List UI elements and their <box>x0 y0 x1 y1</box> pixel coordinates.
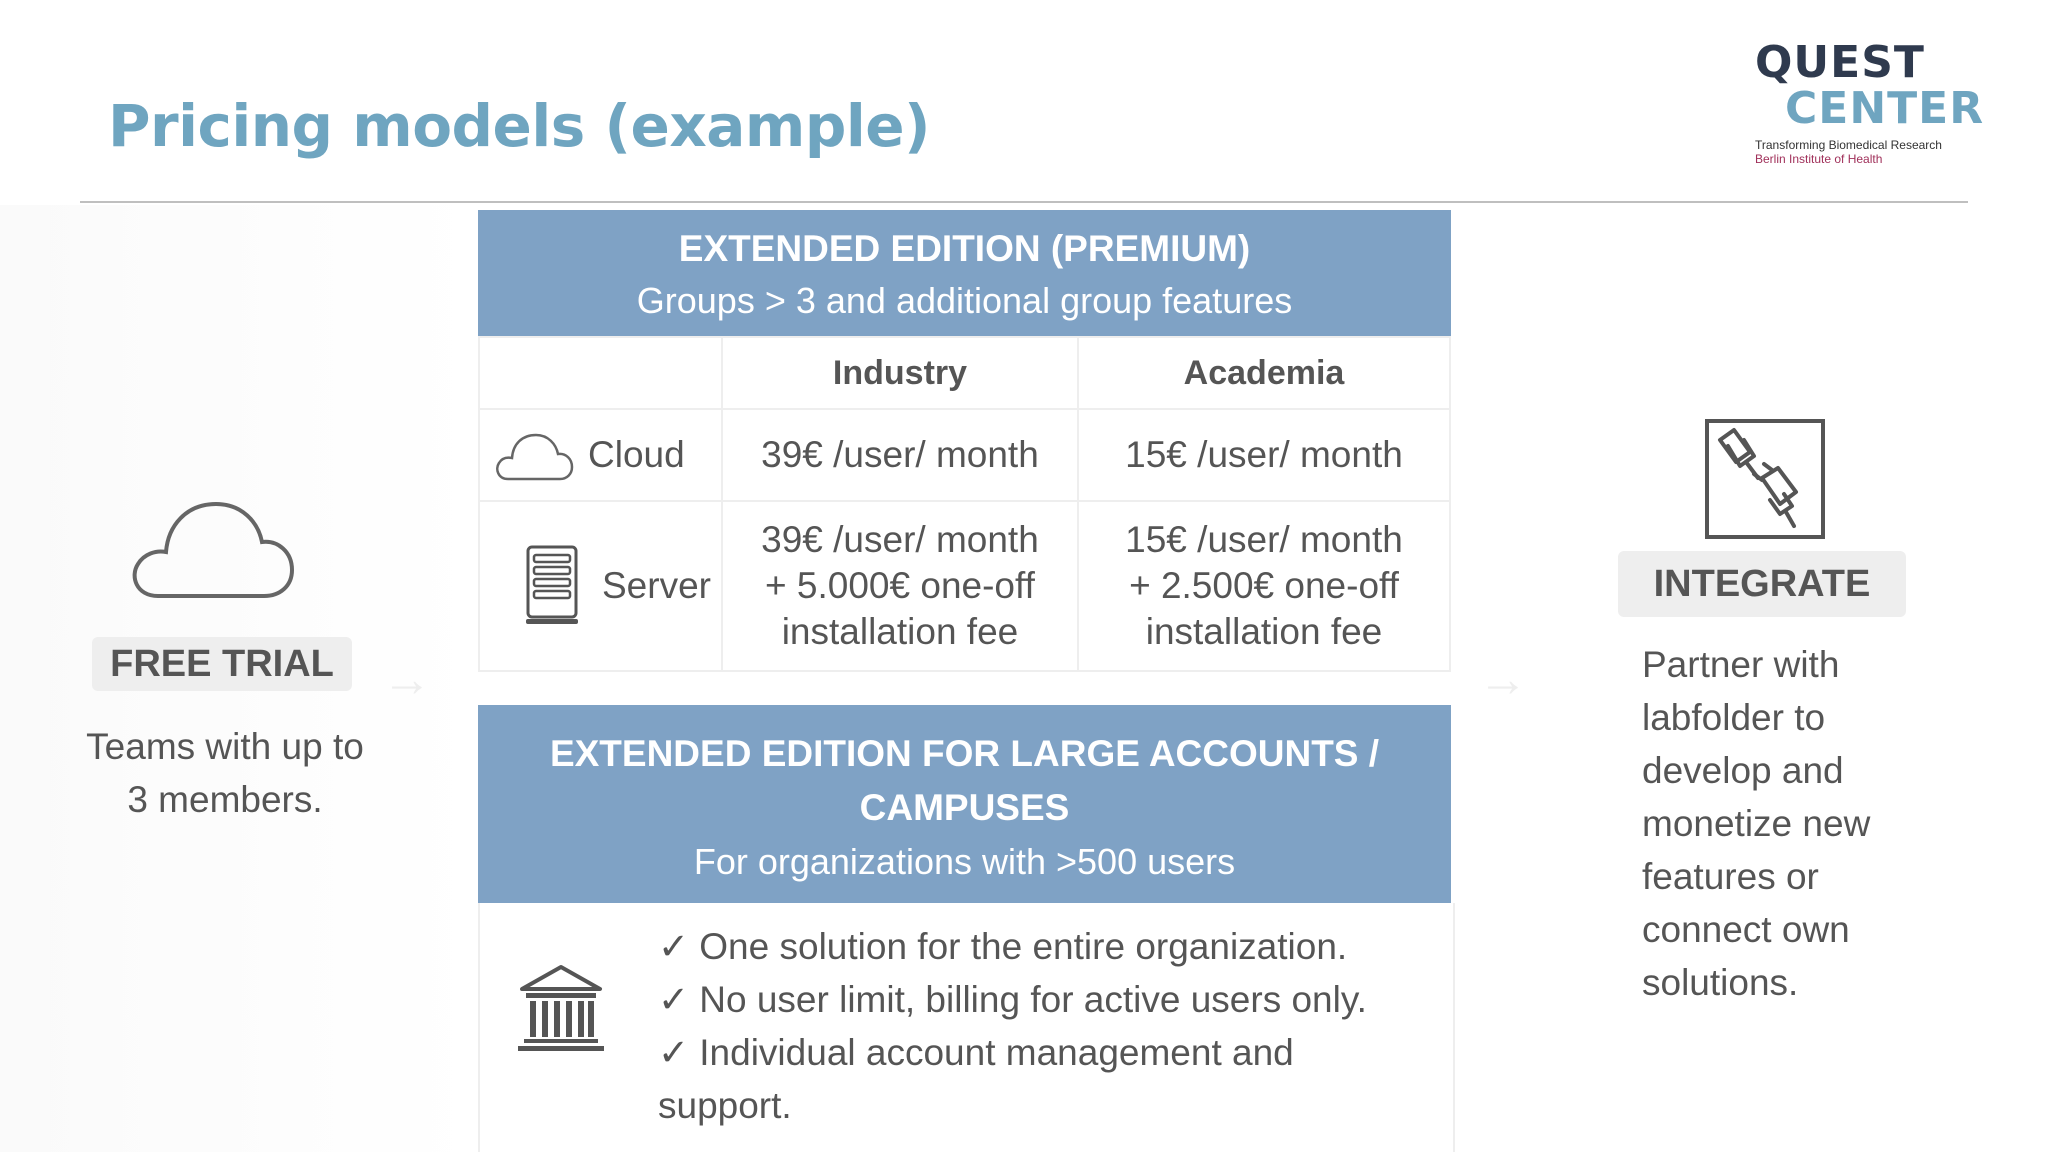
page-title: Pricing models (example) <box>108 92 931 160</box>
bullet-item: ✓ One solution for the entire organization. <box>658 926 1348 967</box>
table-row <box>479 409 1450 501</box>
price-line: 15€ /user/ month <box>1125 519 1403 560</box>
arrow-right-icon: → <box>382 651 432 707</box>
free-trial-description: Teams with up to 3 members. <box>86 726 364 820</box>
large-accounts-subheading: For organizations with >500 users <box>693 841 1236 882</box>
premium-price-table <box>478 336 1451 672</box>
quest-center-logo <box>1755 37 1985 166</box>
column-header-industry: Industry <box>722 337 1078 409</box>
server-icon <box>524 545 580 627</box>
header-divider <box>80 201 1968 203</box>
plug-icon <box>1704 418 1826 540</box>
integrate-description: Partner with labfolder to develop and monetize new features or connect own solutions. <box>1642 644 1871 1003</box>
row-label: Server <box>602 565 711 606</box>
table-corner-cell <box>479 337 722 409</box>
premium-heading: EXTENDED EDITION (PREMIUM) <box>678 228 1251 269</box>
cloud-icon <box>128 490 298 602</box>
price-line: + 2.500€ one-off <box>1129 565 1399 606</box>
logo-institute: Berlin Institute of Health <box>1755 152 1883 166</box>
premium-subheading: Groups > 3 and additional group features <box>636 280 1293 321</box>
large-accounts-heading-line2: CAMPUSES <box>859 787 1070 828</box>
row-label-cell <box>479 501 722 671</box>
free-trial-label: FREE TRIAL <box>92 637 352 691</box>
price-line: + 5.000€ one-off <box>765 565 1035 606</box>
logo-tagline: Transforming Biomedical Research <box>1755 138 1942 152</box>
large-accounts-bullets <box>658 920 1418 1132</box>
premium-header <box>478 210 1451 336</box>
row-label-cell <box>479 409 722 501</box>
integrate-label: INTEGRATE <box>1618 551 1906 617</box>
arrow-right-icon: → <box>1478 651 1528 707</box>
logo-line2: CENTER <box>1785 83 1985 134</box>
price-line: installation fee <box>781 611 1019 652</box>
large-accounts-header <box>478 705 1451 903</box>
cloud-academia-price: 15€ /user/ month <box>1078 409 1450 501</box>
price-line: 39€ /user/ month <box>761 519 1039 560</box>
bullet-item: ✓ Individual account management and support. <box>658 1032 1294 1126</box>
table-header-row <box>479 337 1450 409</box>
cloud-industry-price: 39€ /user/ month <box>722 409 1078 501</box>
bullet-item: ✓ No user limit, billing for active users only. <box>658 979 1367 1020</box>
column-header-academia: Academia <box>1078 337 1450 409</box>
table-row <box>479 501 1450 671</box>
logo-line1: QUEST <box>1755 37 1925 88</box>
row-label: Cloud <box>588 434 685 475</box>
cloud-icon <box>494 427 574 483</box>
server-industry-price <box>722 501 1078 671</box>
server-academia-price <box>1078 501 1450 671</box>
institution-icon <box>516 963 606 1053</box>
large-accounts-heading-line1: EXTENDED EDITION FOR LARGE ACCOUNTS / <box>549 733 1380 774</box>
price-line: installation fee <box>1145 611 1383 652</box>
